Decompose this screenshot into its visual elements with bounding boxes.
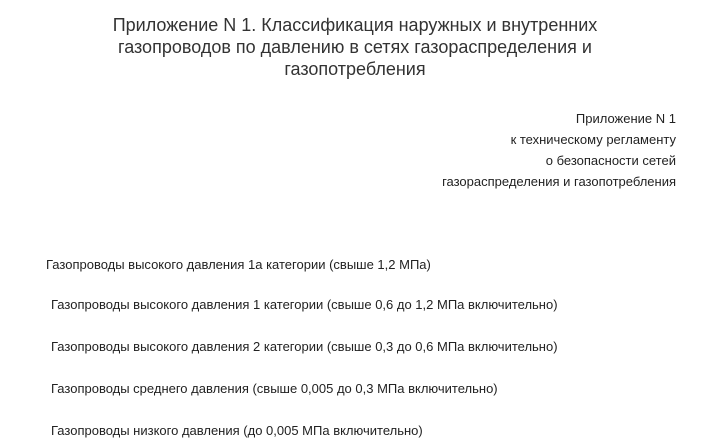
- pressure-category-high-1a: Газопроводы высокого давления 1а категории (свыше 1,2 МПа): [46, 257, 431, 272]
- appendix-reference: [442, 108, 676, 192]
- page-title-line: Приложение N 1. Классификация наружных и внутренних: [112, 15, 598, 35]
- appendix-reference-line: газораспределения и газопотребления: [442, 174, 676, 189]
- pressure-category-high-2: Газопроводы высокого давления 2 категории (свыше 0,3 до 0,6 МПа включительно): [51, 339, 558, 354]
- pressure-category-medium: Газопроводы среднего давления (свыше 0,005 до 0,3 МПа включительно): [51, 381, 498, 396]
- page-title: [60, 14, 650, 80]
- appendix-reference-line: к техническому регламенту: [510, 132, 676, 147]
- appendix-reference-line: о безопасности сетей: [545, 153, 676, 168]
- page-title-line: газопотребления: [284, 59, 426, 79]
- page-title-line: газопроводов по давлению в сетях газораспределения и: [118, 37, 592, 57]
- pressure-category-high-1: Газопроводы высокого давления 1 категории (свыше 0,6 до 1,2 МПа включительно): [51, 297, 558, 312]
- appendix-reference-line: Приложение N 1: [575, 111, 676, 126]
- pressure-category-low: Газопроводы низкого давления (до 0,005 МПа включительно): [51, 423, 423, 438]
